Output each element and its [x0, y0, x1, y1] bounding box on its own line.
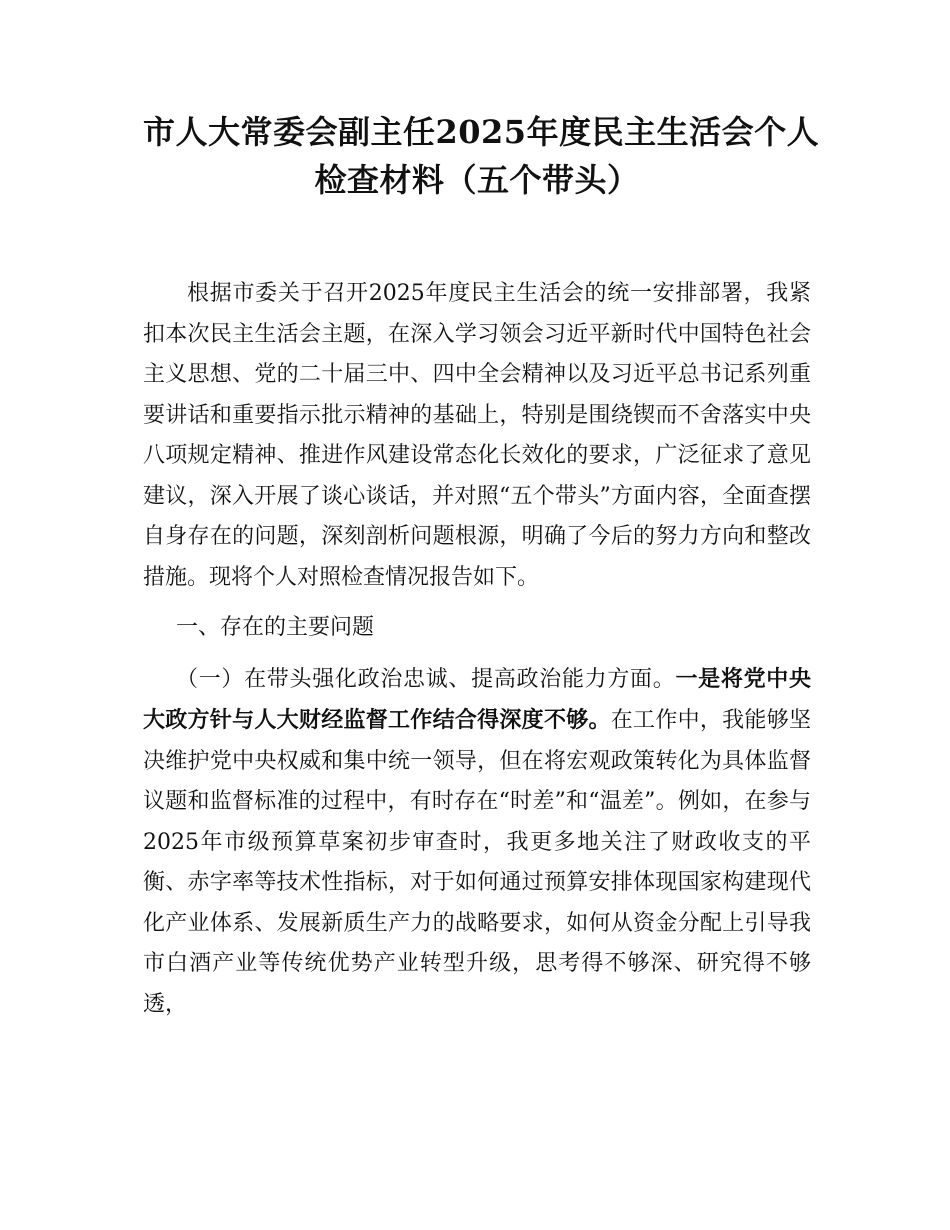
document-page — [143, 108, 820, 1025]
intro-paragraph: 根据市委关于召开2025年度民主生活会的统一安排部署，我紧扣本次民主生活会主题，在深入学习领会习近平新时代中国特色社会主义思想、党的二十届三中、四中全会精神以及习近平总书记系列重要讲话和重要指示批示精神的基础上，特别是围绕锲而不舍落实中央八项规定精神、推进作风建设常态化长效化的要求，广泛征求了意见建议，深入开展了谈心谈话，并对照“五个带头”方面内容，全面查摆自身存在的问题，深刻剖析问题根源，明确了今后的努力方向和整改措施。现将个人对照检查情况报告如下。 — [143, 281, 811, 590]
subsection-1-text: 在工作中，我能够坚决维护党中央权威和集中统一领导，但在将宏观政策转化为具体监督议题和监督标准的过程中，有时存在“时差”和“温差”。例如，在参与2025年市级预算草案初步审查时，我更多地关注了财政收支的平衡、赤字率等技术性指标，对于如何通过预算安排体现国家构建现代化产业体系、发展新质生产力的战略要求，如何从资金分配上引导我市白酒产业等传统优势产业转型升级，思考得不够深、研究得不够透， — [143, 708, 811, 1017]
title-line-1: 市人大常委会副主任2025年度民主生活会个人 — [143, 113, 820, 151]
document-body — [143, 274, 811, 1025]
subsection-1-bold-point: 一是将党中央大政方针与人大财经监督工作结合得深度不够。 — [143, 665, 811, 733]
subsection-1-paragraph — [143, 659, 811, 1026]
subsection-1-lead: （一）在带头强化政治忠诚、提高政治能力方面。 — [176, 666, 676, 692]
title-line-2: 检查材料（五个带头） — [314, 161, 640, 199]
document-title — [143, 108, 820, 204]
section-heading-problems: 一、存在的主要问题 — [176, 615, 375, 640]
